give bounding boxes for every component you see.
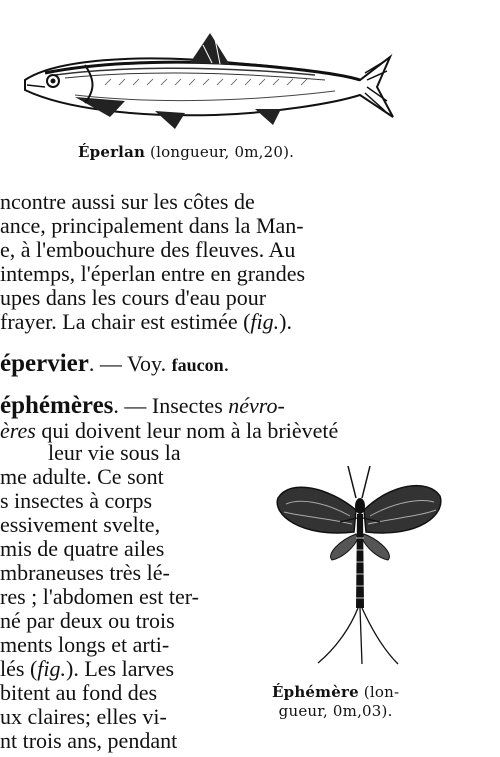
fig-ref: fig. (250, 309, 280, 334)
cross-reference: faucon (171, 355, 224, 375)
caption-line (272, 683, 399, 702)
caption-name: Éphémère (272, 683, 359, 701)
smelt-figure (15, 25, 395, 135)
mayfly-figure (270, 458, 450, 668)
text-line: nt trois ans, pendant (0, 728, 178, 753)
entry-epervier (0, 350, 229, 378)
fig-ref: fig. (37, 656, 66, 681)
text-line: leur vie sous la (48, 440, 181, 465)
caption-rest: (longueur, 0m,20). (145, 143, 295, 161)
text-line: ux claires; elles vi- (0, 704, 167, 729)
text-line: e, à l'embouchure des fleuves. Au (0, 237, 296, 262)
text-line: bitent au fond des (0, 680, 158, 705)
text-line: intemps, l'éperlan entre en grandes (0, 261, 306, 286)
headword: éphémères (0, 392, 114, 419)
mayfly-insect-icon (270, 458, 450, 668)
top-figure-caption (78, 143, 294, 161)
mayfly-caption (272, 683, 399, 721)
text-line: s insectes à corps (0, 488, 153, 513)
text-line (0, 310, 292, 334)
text-span: frayer. La chair est estimée ( (0, 309, 251, 334)
text-line: mbraneuses très lé- (0, 560, 170, 585)
text-span: lés ( (0, 656, 38, 681)
text-span: névro- (228, 393, 285, 418)
caption-rest: (lon- (358, 683, 400, 701)
entry-ephemeres-heading (0, 392, 285, 420)
text-line: ance, principalement dans la Man- (0, 213, 304, 238)
text-line: me adulte. Ce sont (0, 464, 164, 489)
text-line: mis de quatre ailes (0, 536, 165, 561)
caption-line: gueur, 0m,03). (278, 702, 393, 720)
text-span: ). Les larves (66, 656, 175, 681)
text-span: qui doivent leur nom à la brièveté (35, 418, 339, 443)
headword: épervier (0, 350, 89, 377)
text-line: upes dans les cours d'eau pour (0, 285, 267, 310)
text-span: . — Voy. (88, 351, 172, 376)
text-line: res ; l'abdomen est ter- (0, 584, 200, 609)
text-span: . (223, 351, 230, 376)
text-line: essivement svelte, (0, 512, 161, 537)
caption-name: Éperlan (78, 143, 146, 161)
text-line (0, 657, 250, 681)
text-line: ments longs et arti- (0, 632, 170, 657)
text-line: né par deux ou trois (0, 608, 175, 633)
text-span: ères (0, 418, 36, 443)
smelt-fish-icon (15, 25, 395, 135)
text-line: ncontre aussi sur les côtes de (0, 189, 255, 214)
text-span: . — Insectes (113, 393, 229, 418)
text-span: ). (279, 309, 292, 334)
